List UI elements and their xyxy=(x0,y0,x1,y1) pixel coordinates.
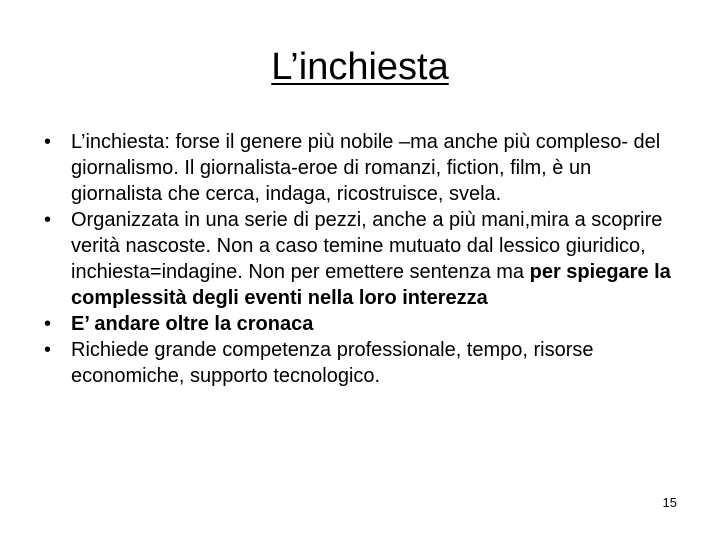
bullet-text-2: Organizzata in una serie di pezzi, anche a più mani,mira a scoprire verità nascoste. Non a caso temine mutuato dal lessico giuridico, inchiesta=indagine. Non per emettere sentenza ma xyxy=(71,209,663,283)
bullet-list xyxy=(44,129,684,389)
bullet-item-4 xyxy=(44,337,684,389)
bullet-item-2 xyxy=(44,207,684,311)
page-number: 15 xyxy=(662,495,677,510)
bullet-marker: • xyxy=(44,339,52,361)
bullet-marker: • xyxy=(44,313,52,335)
bullet-marker: • xyxy=(44,131,52,153)
bullet-marker: • xyxy=(44,209,52,231)
bullet-item-3 xyxy=(44,311,684,337)
bullet-text-3: E’ andare oltre la cronaca xyxy=(71,313,314,335)
bullet-text-4: Richiede grande competenza professionale, tempo, risorse economiche, supporto tecnologico. xyxy=(71,339,594,387)
slide-title: L’inchiesta xyxy=(271,46,449,88)
bullet-item-1 xyxy=(44,129,684,207)
bullet-text-2-bold: per spiegare la complessità degli eventi nella loro interezza xyxy=(71,261,671,309)
bullet-text-1: L’inchiesta: forse il genere più nobile –ma anche più compleso- del giornalismo. Il giornalista-eroe di romanzi, fiction, film, è un giornalista che cerca, indaga, ricostruisce, svela. xyxy=(71,131,661,205)
